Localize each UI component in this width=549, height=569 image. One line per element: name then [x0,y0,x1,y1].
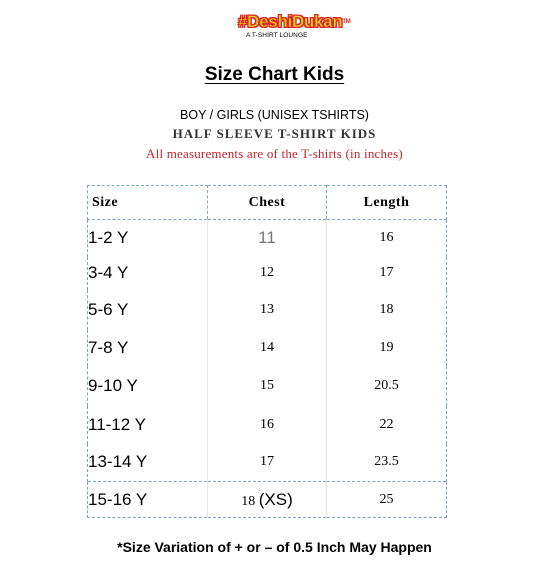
cell-size: 13-14 Y [88,444,208,482]
cell-chest: 13 [208,290,327,330]
cell-size: 3-4 Y [88,257,208,290]
table-row [88,220,447,257]
cell-chest-suffix: (XS) [258,489,293,509]
cell-chest [208,220,327,257]
cell-length: 18 [327,290,447,330]
cell-size: 7-8 Y [88,330,208,366]
brand-logo [238,12,351,46]
table-row [88,330,447,366]
table-row [88,366,447,406]
table-row [88,444,447,482]
table-header-row [88,186,447,220]
cell-size: 1-2 Y [88,220,208,257]
cell-chest: 16 [208,406,327,444]
logo-tagline: A T-SHIRT LOUNGE [246,32,308,39]
logo-brand-text: #DeshiDukan™ [238,12,351,31]
table-row [88,482,447,518]
cell-chest: 12 [208,257,327,290]
table-row [88,406,447,444]
cell-size: 5-6 Y [88,290,208,330]
size-chart-table [87,185,447,518]
cell-length: 20.5 [327,366,447,406]
cell-length: 19 [327,330,447,366]
header-chest: Chest [208,186,327,220]
header-length: Length [327,186,447,220]
page-title: Size Chart Kids [204,64,345,85]
table-row [88,257,447,290]
header-size: Size [88,186,208,220]
cell-chest: 14 [208,330,327,366]
cell-chest-value: 18 [241,493,256,509]
cell-size: 9-10 Y [88,366,208,406]
cell-length: 22 [327,406,447,444]
cell-chest [208,482,327,518]
cell-length: 17 [327,257,447,290]
cell-chest-value: 11 [258,228,276,248]
subtitle-measurements: All measurements are of the T-shirts (in inches) [146,146,403,161]
cell-length: 16 [327,220,447,257]
cell-chest: 17 [208,444,327,482]
subtitle-unisex: BOY / GIRLS (UNISEX TSHIRTS) [180,108,369,122]
table-row [88,290,447,330]
subtitle-half-sleeve: HALF SLEEVE T-SHIRT KIDS [172,126,377,141]
cell-length: 23.5 [327,444,447,482]
size-variation-note: *Size Variation of + or – of 0.5 Inch May Happen [117,539,432,555]
cell-size: 11-12 Y [88,406,208,444]
logo-trademark: TM [342,19,351,25]
cell-chest: 15 [208,366,327,406]
cell-length: 25 [327,482,447,518]
cell-size: 15-16 Y [88,482,208,518]
